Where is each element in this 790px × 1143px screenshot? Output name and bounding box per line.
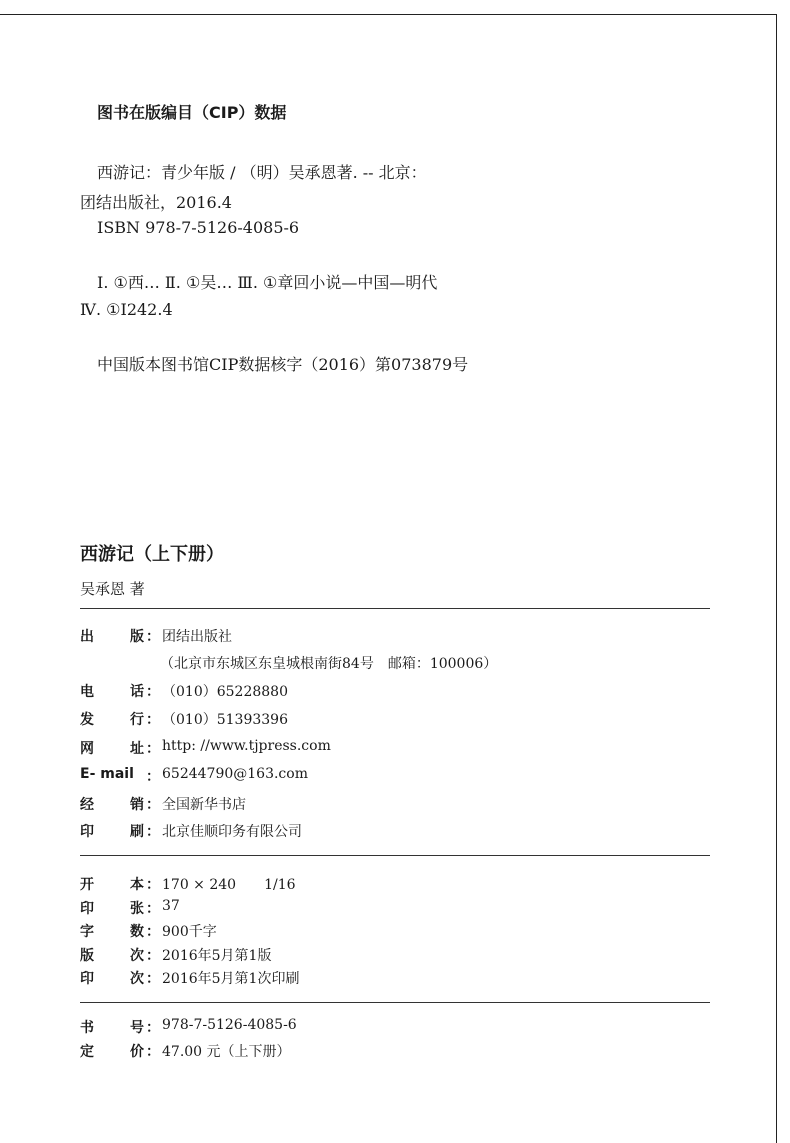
divider-2 — [80, 855, 710, 856]
phone-value: （010）65228880 — [162, 684, 288, 700]
distribution-label: 发 行 — [80, 712, 144, 728]
printing-label: 印 次 — [80, 971, 144, 987]
book-title: 西游记（上下册） — [80, 544, 224, 565]
distributor-label: 经 销 — [80, 797, 144, 813]
printer-label: 印 刷 — [80, 824, 144, 840]
page-border-right — [776, 14, 777, 1143]
words-label: 字 数 — [80, 924, 144, 940]
email-label: E- mail — [80, 766, 134, 782]
divider-3 — [80, 1002, 710, 1003]
publisher-address: （北京市东城区东皇城根南街84号 邮箱：100006） — [160, 656, 498, 672]
cip-subject-line-1: Ⅰ. ①西… Ⅱ. ①吴… Ⅲ. ①章回小说—中国—明代 — [97, 273, 438, 292]
price-label: 定 价 — [80, 1044, 144, 1060]
divider-1 — [80, 608, 710, 609]
website-value: http: //www.tjpress.com — [162, 738, 331, 754]
printer-value: 北京佳顺印务有限公司 — [162, 824, 302, 840]
email-value: 65244790@163.com — [162, 766, 308, 782]
cip-heading: 图书在版编目（CIP）数据 — [97, 103, 287, 122]
cip-isbn-line: ISBN 978-7-5126-4085-6 — [97, 218, 300, 237]
page-border-top — [0, 14, 776, 15]
words-value: 900千字 — [162, 924, 217, 940]
book-number-label: 书 号 — [80, 1020, 144, 1036]
sheets-label: 印 张 — [80, 901, 144, 917]
format-label: 开 本 — [80, 877, 144, 893]
phone-label: 电 话 — [80, 684, 144, 700]
edition-label: 版 次 — [80, 948, 144, 964]
publisher-value: 团结出版社 — [162, 629, 232, 645]
price-value: 47.00 元（上下册） — [162, 1044, 291, 1060]
cip-entry-line-1: 西游记：青少年版 / （明）吴承恩著. -- 北京： — [97, 163, 427, 182]
edition-value: 2016年5月第1版 — [162, 948, 272, 964]
website-label: 网 址 — [80, 741, 144, 757]
distribution-value: （010）51393396 — [162, 712, 288, 728]
cip-subject-line-2: Ⅳ. ①I242.4 — [80, 300, 173, 319]
book-number-value: 978-7-5126-4085-6 — [162, 1017, 297, 1033]
printing-value: 2016年5月第1次印刷 — [162, 971, 300, 987]
publisher-label: 出 版 — [80, 629, 144, 645]
distributor-value: 全国新华书店 — [162, 797, 246, 813]
format-value: 170 × 240 1/16 — [162, 877, 296, 893]
book-author: 吴承恩 著 — [80, 580, 145, 598]
cip-verification-number: 中国版本图书馆CIP数据核字（2016）第073879号 — [97, 355, 469, 374]
sheets-value: 37 — [162, 898, 180, 914]
cip-entry-line-2: 团结出版社，2016.4 — [80, 193, 232, 212]
